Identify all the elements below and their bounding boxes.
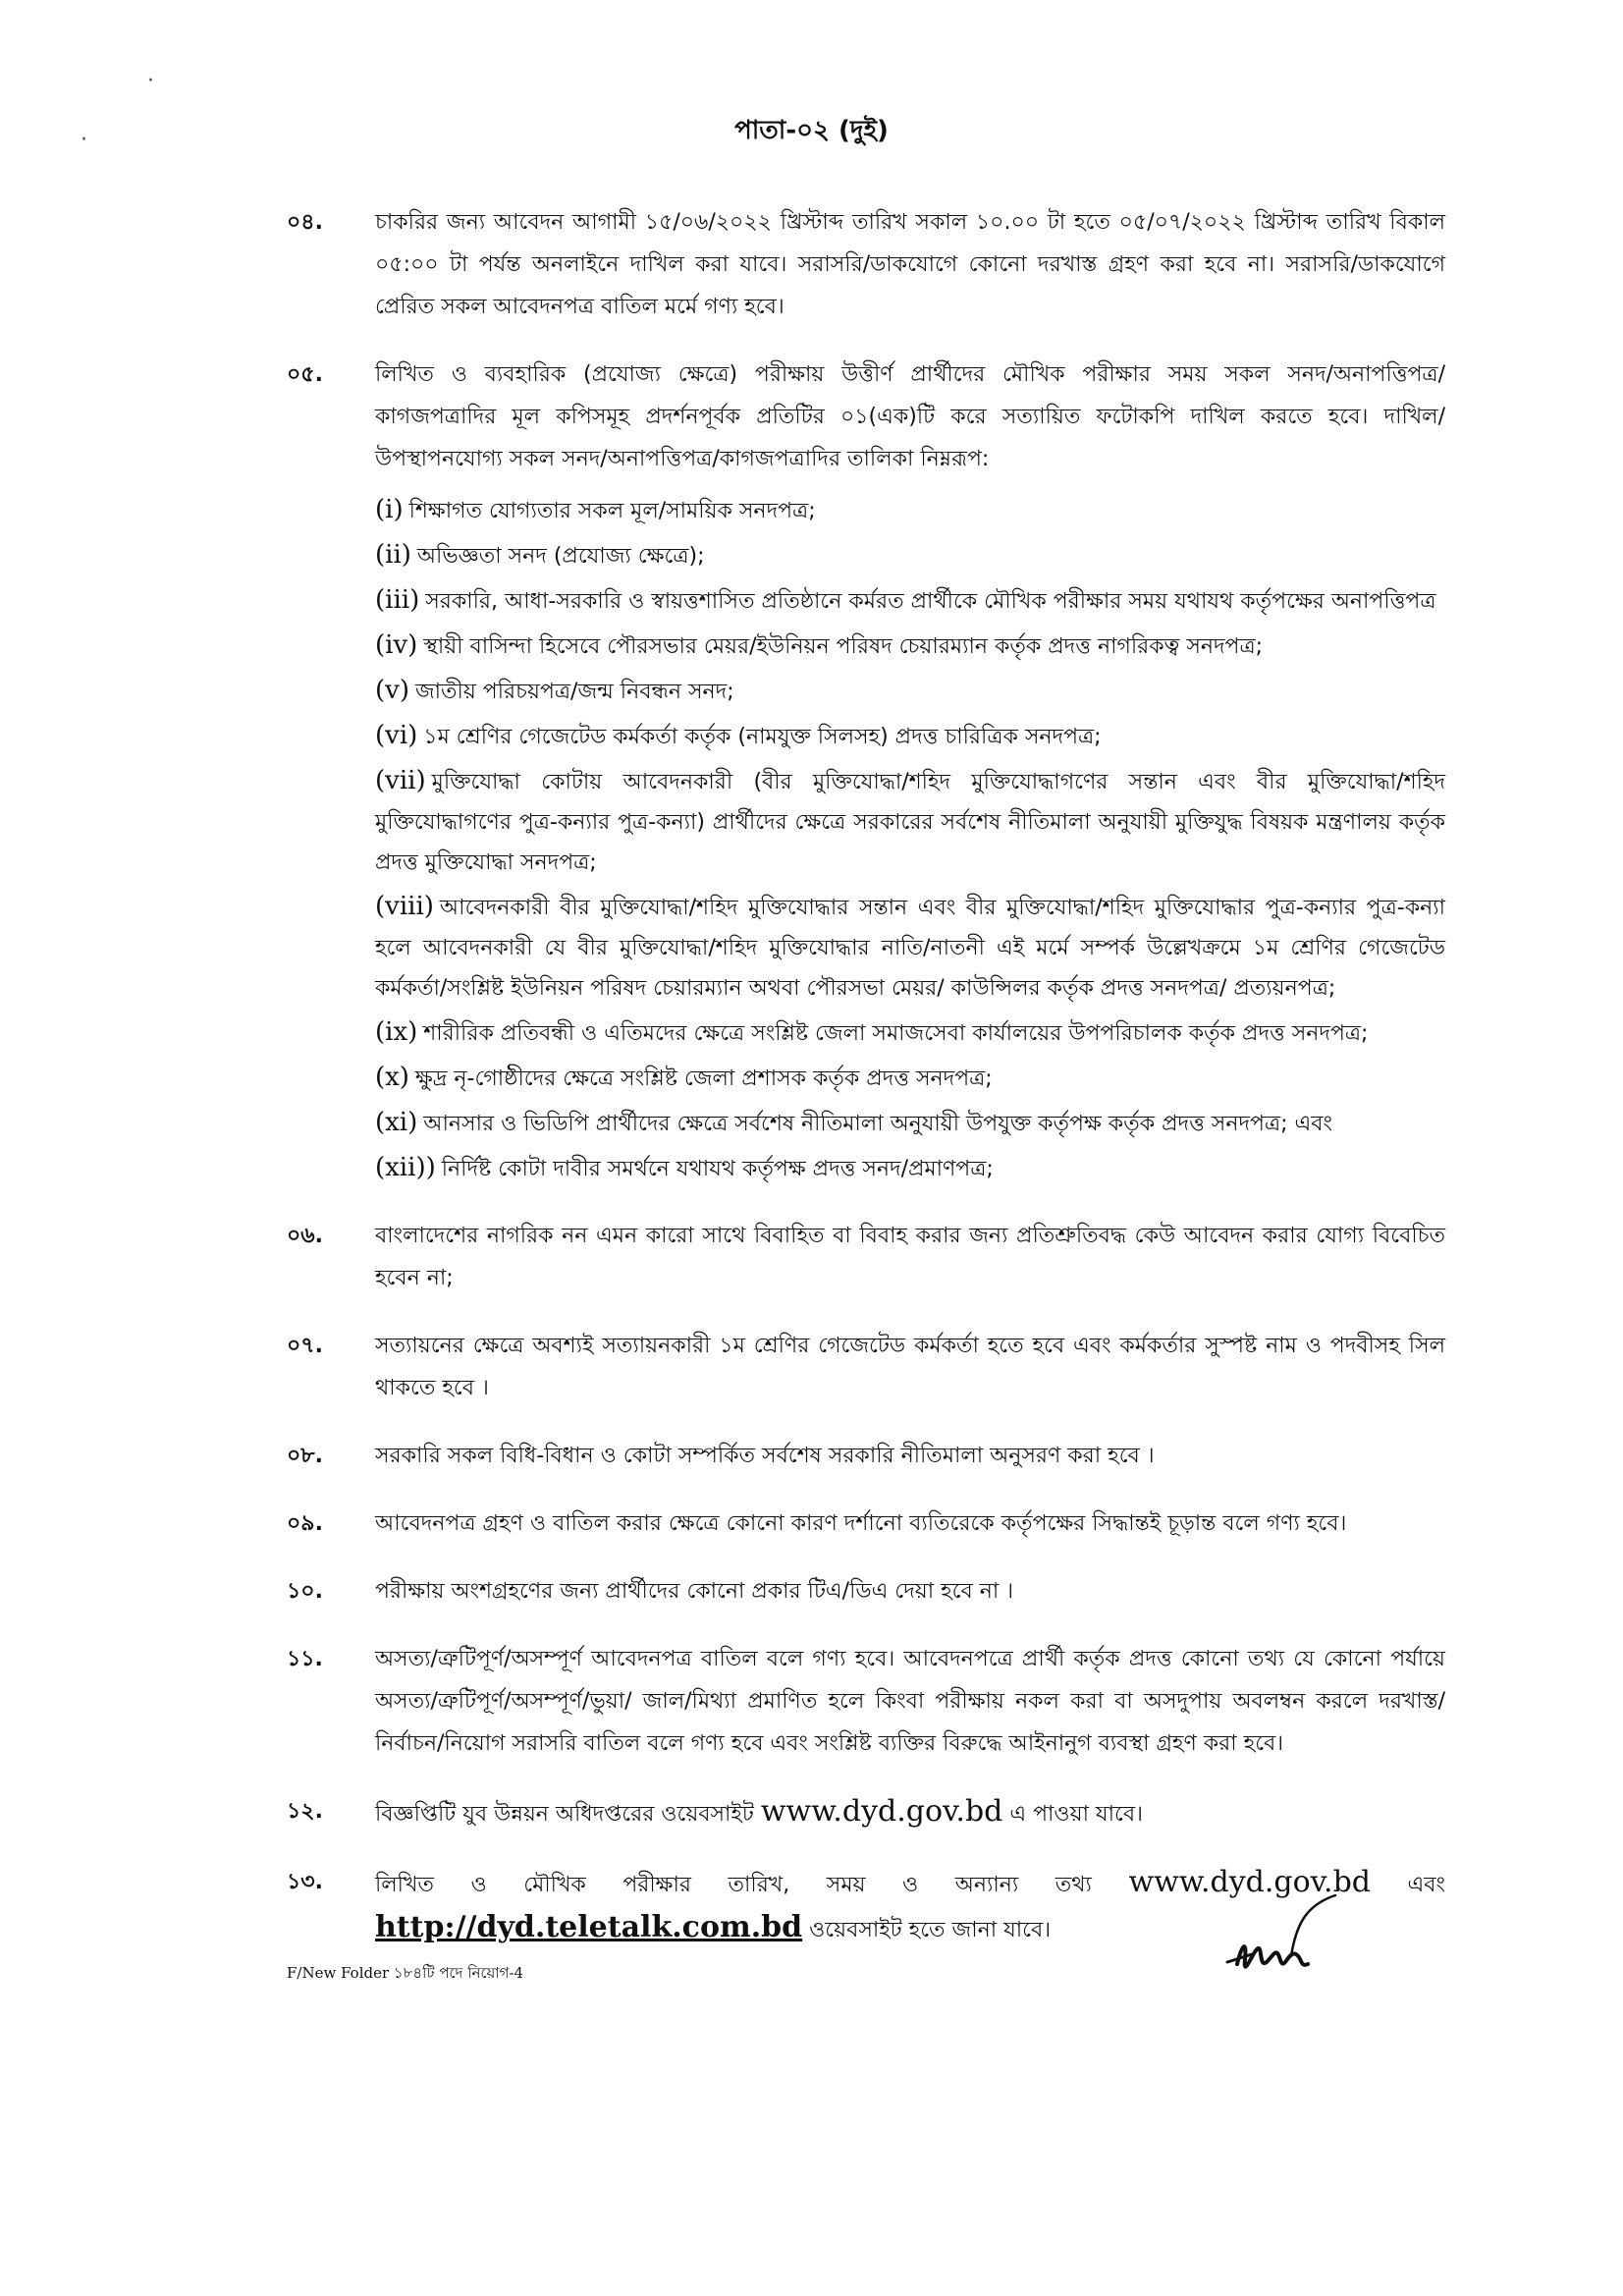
list-item-text: নির্দিষ্ট কোটা দাবীর সমর্থনে যথাযথ কর্তৃপক্ষ প্রদত্ত সনদ/প্রমাণপত্র; (441, 1157, 994, 1181)
clause-09 (287, 1503, 1445, 1545)
clause-12 (287, 1790, 1445, 1835)
clause-number: ০৯. (287, 1511, 323, 1536)
document-body (287, 201, 1445, 1977)
teletalk-link[interactable]: http://dyd.teletalk.com.bd (375, 1910, 803, 1944)
list-item (375, 535, 1445, 576)
signature-icon (1198, 1886, 1345, 1994)
list-item (375, 626, 1445, 667)
clause-text: আবেদনপত্র গ্রহণ ও বাতিল করার ক্ষেত্রে কোনো কারণ দর্শানো ব্যতিরেকে কর্তৃপক্ষের সিদ্ধান্তই চূড়ান্ত বলে গণ্য হবে। (375, 1511, 1347, 1536)
clause-text-tail: এ পাওয়া যাবে। (1002, 1802, 1143, 1827)
list-item (375, 1103, 1445, 1144)
scan-speck: · (147, 69, 154, 93)
list-item-text: জাতীয় পরিচয়পত্র/জন্ম নিবন্ধন সনদ; (414, 680, 734, 704)
list-item-text: অভিজ্ঞতা সনদ (প্রযোজ্য ক্ষেত্রে); (416, 544, 705, 569)
clause-04 (287, 201, 1445, 328)
clause-number: ০৮. (287, 1444, 323, 1468)
clause-text: লিখিত ও মৌখিক পরীক্ষার তারিখ, সময় ও অন্যান্য তথ্য (375, 1873, 1129, 1897)
list-item (375, 671, 1445, 712)
clause-number: ০৪. (287, 210, 323, 235)
scan-speck: · (81, 128, 87, 152)
list-item-number: (xi) (375, 1108, 418, 1137)
clause-text-tail: ওয়েবসাইট হতে জানা যাবে। (802, 1918, 1052, 1942)
list-item-number: (vii) (375, 766, 426, 795)
clause-number: ০৬. (287, 1224, 323, 1248)
clause-text: পরীক্ষায় অংশগ্রহণের জন্য প্রার্থীদের কোনো প্রকার টিএ/ডিএ দেয়া হবে না । (375, 1579, 1014, 1604)
clause-06 (287, 1215, 1445, 1299)
clause-text: বাংলাদেশের নাগরিক নন এমন কারো সাথে বিবাহিত বা বিবাহ করার জন্য প্রতিশ্রুতিবদ্ধ কেউ আবেদন করার যোগ্য বিবেচিত হবেন না; (375, 1224, 1445, 1290)
clause-11 (287, 1638, 1445, 1765)
list-item-text: স্থায়ী বাসিন্দা হিসেবে পৌরসভার মেয়র/ইউনিয়ন পরিষদ চেয়ারম্যান কর্তৃক প্রদত্ত নাগরিকত্ব সনদপত্র; (423, 634, 1264, 659)
list-item (375, 580, 1445, 622)
list-item-number: (ii) (375, 540, 411, 570)
list-item (375, 1058, 1445, 1099)
list-item-number: (v) (375, 676, 409, 705)
list-item-number: (i) (375, 495, 404, 524)
clause-number: ১৩. (287, 1870, 323, 1894)
clause-05 (287, 354, 1445, 1189)
clause-number: ০৫. (287, 362, 323, 387)
list-item (375, 887, 1445, 1009)
list-item-text: সরকারি, আধা-সরকারি ও স্বায়ত্তশাসিত প্রতিষ্ঠানে কর্মরত প্রার্থীকে মৌখিক পরীক্ষার সময় যথাযথ কর্তৃপক্ষের অনাপত্তিপত্র (425, 589, 1436, 614)
website-link[interactable]: www.dyd.gov.bd (1128, 1865, 1371, 1899)
list-item-text: আবেদনকারী বীর মুক্তিযোদ্ধা/শহিদ মুক্তিযোদ্ধার সন্তান এবং বীর মুক্তিযোদ্ধা/শহিদ মুক্তিযোদ্ধার পুত্র-কন্যার পুত্র-কন্যা হলে আবেদনকারী যে বীর মুক্তিযোদ্ধা/শহিদ মুক্তিযোদ্ধার নাতি/নাতনী এই মর্মে সম্পর্ক উল্লেখক্রমে ১ম শ্রেণির গেজেটেড কর্মকর্তা/সংশ্লিষ্ট ইউনিয়ন পরিষদ চেয়ারম্যান অথবা পৌরসভা মেয়র/ কাউন্সিলর কর্তৃক প্রদত্ত সনদপত্র/ প্রত্যয়নপত্র; (375, 896, 1445, 1001)
list-item-number: (viii) (375, 892, 434, 921)
document-list (375, 490, 1445, 1189)
list-item-text: ক্ষুদ্র নৃ-গোষ্ঠীদের ক্ষেত্রে সংশ্লিষ্ট জেলা প্রশাসক কর্তৃক প্রদত্ত সনদপত্র; (414, 1066, 993, 1091)
clause-text: সরকারি সকল বিধি-বিধান ও কোটা সম্পর্কিত সর্বশেষ সরকারি নীতিমালা অনুসরণ করা হবে । (375, 1444, 1155, 1468)
list-item-number: (iv) (375, 630, 418, 660)
list-item (375, 716, 1445, 757)
list-item-number: (iii) (375, 585, 420, 615)
website-link[interactable]: www.dyd.gov.bd (760, 1794, 1003, 1829)
list-item (375, 490, 1445, 531)
clause-number: ০৭. (287, 1334, 323, 1358)
clause-number: ১২. (287, 1799, 323, 1824)
list-item (375, 761, 1445, 883)
clause-number: ১১. (287, 1647, 323, 1671)
clause-text: চাকরির জন্য আবেদন আগামী ১৫/০৬/২০২২ খ্রিস্টাব্দ তারিখ সকাল ১০.০০ টা হতে ০৫/০৭/২০২২ খ্রিস্টাব্দ তারিখ বিকাল ০৫:০০ টা পর্যন্ত অনলাইনে দাখিল করা যাবে। সরাসরি/ডাকযোগে কোনো দরখাস্ত গ্রহণ করা হবে না। সরাসরি/ডাকযোগে প্রেরিত সকল আবেদনপত্র বাতিল মর্মে গণ্য হবে। (375, 210, 1445, 319)
page-number-label: পাতা-০২ (দুই) (734, 116, 889, 145)
list-item (375, 1148, 1445, 1189)
clause-07 (287, 1325, 1445, 1409)
list-item-number: (ix) (375, 1017, 418, 1047)
clause-text: লিখিত ও ব্যবহারিক (প্রযোজ্য ক্ষেত্রে) পরীক্ষায় উত্তীর্ণ প্রার্থীদের মৌখিক পরীক্ষার সময় সকল সনদ/অনাপত্তিপত্র/ কাগজপত্রাদির মূল কপিসমূহ প্রদর্শনপূর্বক প্রতিটির ০১(এক)টি করে সত্যায়িত ফটোকপি দাখিল করতে হবে। দাখিল/উপস্থাপনযোগ্য সকল সনদ/অনাপত্তিপত্র/কাগজপত্রাদির তালিকা নিম্নরূপ: (375, 362, 1445, 471)
list-item-text: আনসার ও ভিডিপি প্রার্থীদের ক্ষেত্রে সর্বশেষ নীতিমালা অনুযায়ী উপযুক্ত কর্তৃপক্ষ কর্তৃক প্রদত্ত সনদপত্র; এবং (423, 1112, 1332, 1136)
list-item-text: শারীরিক প্রতিবন্ধী ও এতিমদের ক্ষেত্রে সংশ্লিষ্ট জেলা সমাজসেবা কার্যালয়ের উপপরিচালক কর্তৃক প্রদত্ত সনদপত্র; (423, 1021, 1369, 1046)
file-path-note: F/New Folder ১৮৪টি পদে নিয়োগ-4 (287, 1964, 524, 1982)
clause-08 (287, 1435, 1445, 1477)
list-item (375, 1012, 1445, 1054)
clause-text: বিজ্ঞপ্তিটি যুব উন্নয়ন অধিদপ্তরের ওয়েবসাইট (375, 1802, 761, 1827)
list-item-text: মুক্তিযোদ্ধা কোটায় আবেদনকারী (বীর মুক্তিযোদ্ধা/শহিদ মুক্তিযোদ্ধাগণের সন্তান এবং বীর মুক্তিযোদ্ধা/শহিদ মুক্তিযোদ্ধাগণের পুত্র-কন্যার পুত্র-কন্যা) প্রার্থীদের ক্ষেত্রে সরকারের সর্বশেষ নীতিমালা অনুযায়ী মুক্তিযুদ্ধ বিষয়ক মন্ত্রণালয় কর্তৃক প্রদত্ত মুক্তিযোদ্ধা সনদপত্র; (375, 770, 1445, 875)
clause-text-mid: এবং (1371, 1873, 1445, 1897)
list-item-number: (x) (375, 1063, 409, 1092)
list-item-number: (vi) (375, 721, 418, 750)
clause-text: অসত্য/ত্রুটিপূর্ণ/অসম্পূর্ণ আবেদনপত্র বাতিল বলে গণ্য হবে। আবেদনপত্রে প্রার্থী কর্তৃক প্রদত্ত কোনো তথ্য যে কোনো পর্যায়ে অসত্য/ত্রুটিপূর্ণ/অসম্পূর্ণ/ভুয়া/ জাল/মিথ্যা প্রমাণিত হলে কিংবা পরীক্ষায় নকল করা বা অসদুপায় অবলম্বন করলে দরখাস্ত/নির্বাচন/নিয়োগ সরাসরি বাতিল বলে গণ্য হবে এবং সংশ্লিষ্ট ব্যক্তির বিরুদ্ধে আইনানুগ ব্যবস্থা গ্রহণ করা হবে। (375, 1647, 1445, 1756)
list-item-text: ১ম শ্রেণির গেজেটেড কর্মকর্তা কর্তৃক (নামযুক্ত সিলসহ) প্রদত্ত চারিত্রিক সনদপত্র; (423, 725, 1102, 749)
list-item-text: শিক্ষাগত যোগ্যতার সকল মূল/সাময়িক সনদপত্র; (408, 499, 816, 523)
clause-number: ১০. (287, 1579, 323, 1604)
list-item-number: (xii)) (375, 1153, 436, 1182)
clause-text: সত্যায়নের ক্ষেত্রে অবশ্যই সত্যায়নকারী ১ম শ্রেণির গেজেটেড কর্মকর্তা হতে হবে এবং কর্মকর্তার সুস্পষ্ট নাম ও পদবীসহ সিল থাকতে হবে । (375, 1334, 1445, 1400)
clause-10 (287, 1570, 1445, 1613)
